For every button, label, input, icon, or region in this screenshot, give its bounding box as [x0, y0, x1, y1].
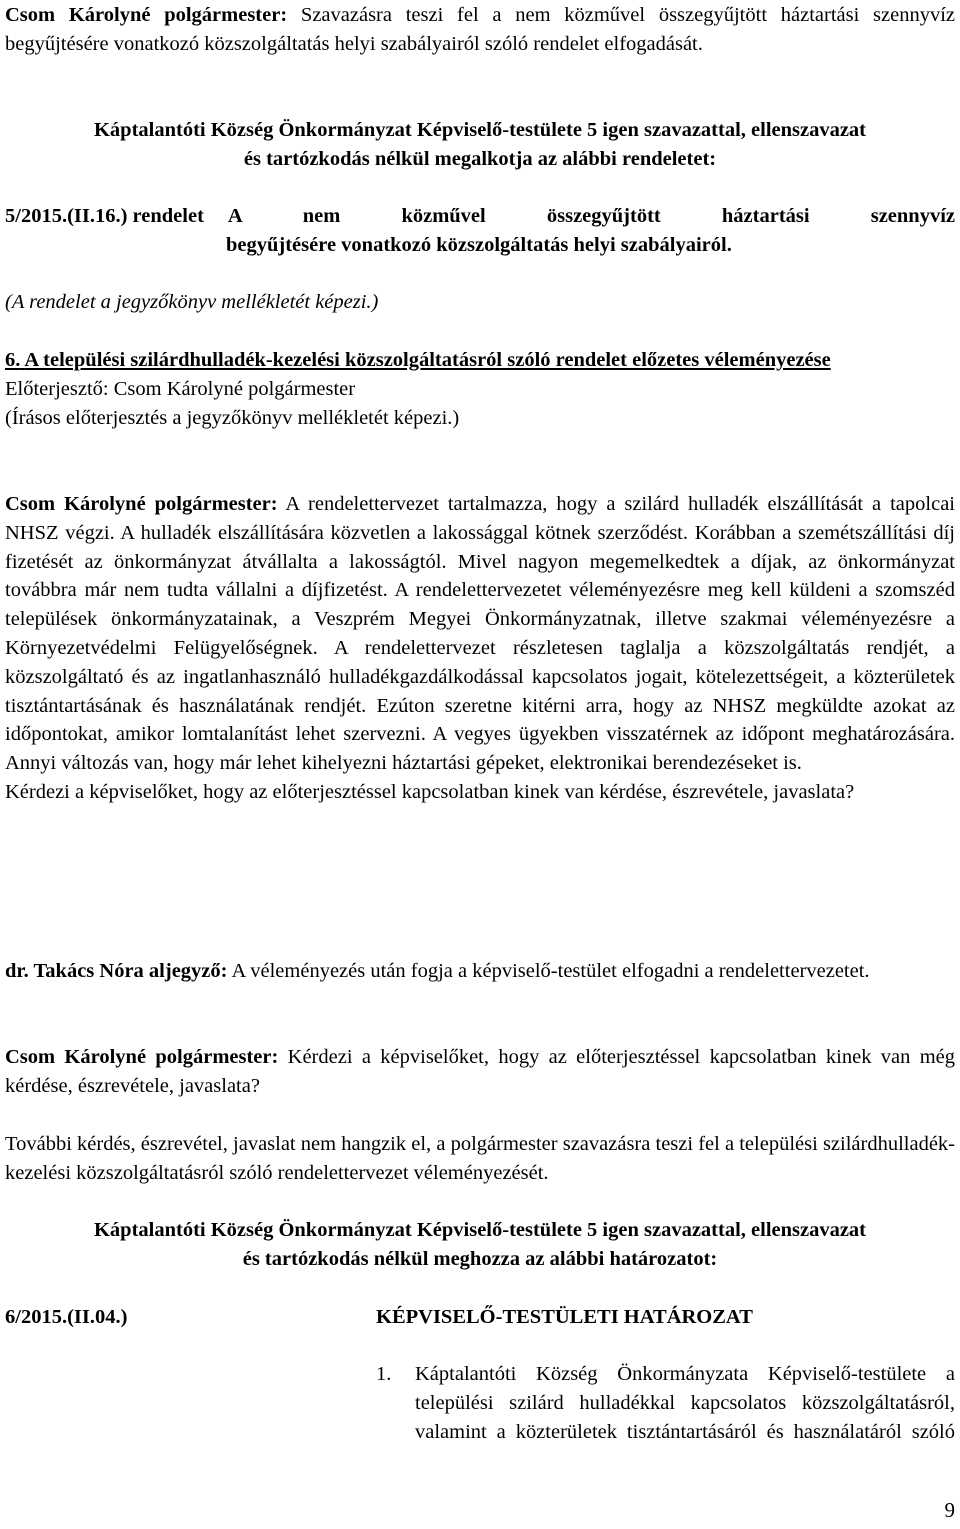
agenda-title: [5, 346, 955, 375]
resolution-item-1: [376, 1360, 955, 1446]
agenda-number: 6.: [5, 349, 21, 371]
resolution-item-text: Káptalantóti Község Önkormányzata Képviselő-testülete a települési szilárd hulladékkal kapcsolatos közszolgáltatásról, valamint a közterületek tisztántartásáról és használatáról szóló: [415, 1363, 955, 1443]
vote-line-2: és tartózkodás nélkül meghozza az alábbi határozatot:: [242, 1247, 718, 1270]
speaker-label: Csom Károlyné polgármester:: [5, 4, 288, 26]
vote-line-1: Káptalantóti Község Önkormányzat Képviselő-testülete 5 igen szavazattal, ellenszavazat: [93, 1219, 867, 1241]
decree-title-line-1: A nem közművel összegyűjtött háztartási szennyvíz: [227, 205, 955, 227]
notary-statement: [5, 957, 955, 986]
page-number: 9: [944, 1498, 955, 1522]
decree-block: [5, 202, 955, 260]
mayor-statement-3: [5, 1043, 955, 1101]
closing-statement: További kérdés, észrevétel, javaslat nem hangzik el, a polgármester szavazásra teszi fel a települési szilárdhulladék-kezelési közszolgáltatásról szóló rendelettervezet véleményezését.: [5, 1133, 955, 1184]
resolution-title: KÉPVISELŐ-TESTÜLETI HATÁROZAT: [376, 1306, 753, 1328]
vote-result-2: [5, 1216, 955, 1274]
agenda-item-6: [5, 346, 955, 432]
decree-heading-row: [5, 202, 955, 231]
agenda-note: (Írásos előterjesztés a jegyzőkönyv mellékletét képezi.): [5, 406, 460, 429]
presenter: Előterjesztő: Csom Károlyné polgármester: [5, 377, 356, 400]
decree-title-line-2: begyűjtésére vonatkozó közszolgáltatás helyi szabályairól.: [226, 233, 732, 256]
vote-result-1: [5, 116, 955, 174]
statement-text: A véleményezés után fogja a képviselő-testület elfogadni a rendelettervezetet.: [231, 960, 870, 982]
resolution-number: 6/2015.(II.04.): [5, 1306, 128, 1328]
resolution-item-number: 1.: [376, 1363, 392, 1385]
decree-note: (A rendelet a jegyzőkönyv mellékletét képezi.): [5, 291, 379, 313]
vote-line-2: és tartózkodás nélkül megalkotja az alábbi rendeletet:: [243, 147, 717, 170]
statement-question: Kérdezi a képviselőket, hogy az előterjesztéssel kapcsolatban kinek van kérdése, észrevétele, javaslata?: [5, 780, 855, 803]
statement-text: Kérdezi a képviselőket, hogy az előterjesztéssel kapcsolatban kinek van még kérdése, észrevétele, javaslata?: [5, 1046, 955, 1097]
speaker-label: Csom Károlyné polgármester:: [5, 493, 278, 515]
statement-text: Szavazásra teszi fel a nem közművel összegyűjtött háztartási szennyvíz begyűjtésére vonatkozó közszolgáltatás helyi szabályairól szóló rendelet elfogadását.: [5, 4, 956, 55]
statement-body: [5, 490, 955, 778]
speaker-label: Csom Károlyné polgármester:: [5, 1046, 279, 1068]
decree-number: 5/2015.(II.16.) rendelet: [5, 205, 204, 227]
speaker-label: dr. Takács Nóra aljegyző:: [5, 960, 228, 982]
statement-text: A rendelettervezet tartalmazza, hogy a szilárd hulladék elszállítását a tapolcai NHSZ végzi. A hulladék elszállítására közvetlen a lakossággal kötnek szerződést. Korábban a szemétszállítási díj fizetését az önkormányzat átvállalta a lakosságtól. Mivel nagyon megemelkedtek a díjak, az önkormányzat továbbra már nem tudta vállalni a díjfizetést. A rendelettervezetet véleményezésre meg kell küldeni a szomszéd települések önkormányzatainak, a Veszprém Megyei Önkormányzatnak, illetve szakmai véleményezésre a Környezetvédelmi Felügyelőségnek. A rendelettervezet részletesen taglalja a közszolgáltatás rendjét, a közszolgáltató és az ingatlanhasználó hulladékgazdálkodással kapcsolatos jogait, kötelezettségeit, a közterületek tisztántartásának és használatának rendjét. Ezúton szeretne kitérni arra, hogy az NHSZ megküldte azokat az időpontokat, amikor lomtalanítást lehet szervezni. A vegyes ügyekben visszatérnek az időpont meghatározására. Annyi változás van, hogy már lehet kihelyezni háztartási gépeket, elektronikai berendezéseket is.: [5, 493, 955, 775]
mayor-statement-1: [5, 1, 955, 59]
mayor-statement-2: [5, 490, 955, 807]
agenda-title-text: A települési szilárdhulladék-kezelési közszolgáltatásról szóló rendelet előzetes véleményezése: [24, 349, 831, 371]
vote-line-1: Káptalantóti Község Önkormányzat Képviselő-testülete 5 igen szavazattal, ellenszavazat: [93, 119, 867, 141]
